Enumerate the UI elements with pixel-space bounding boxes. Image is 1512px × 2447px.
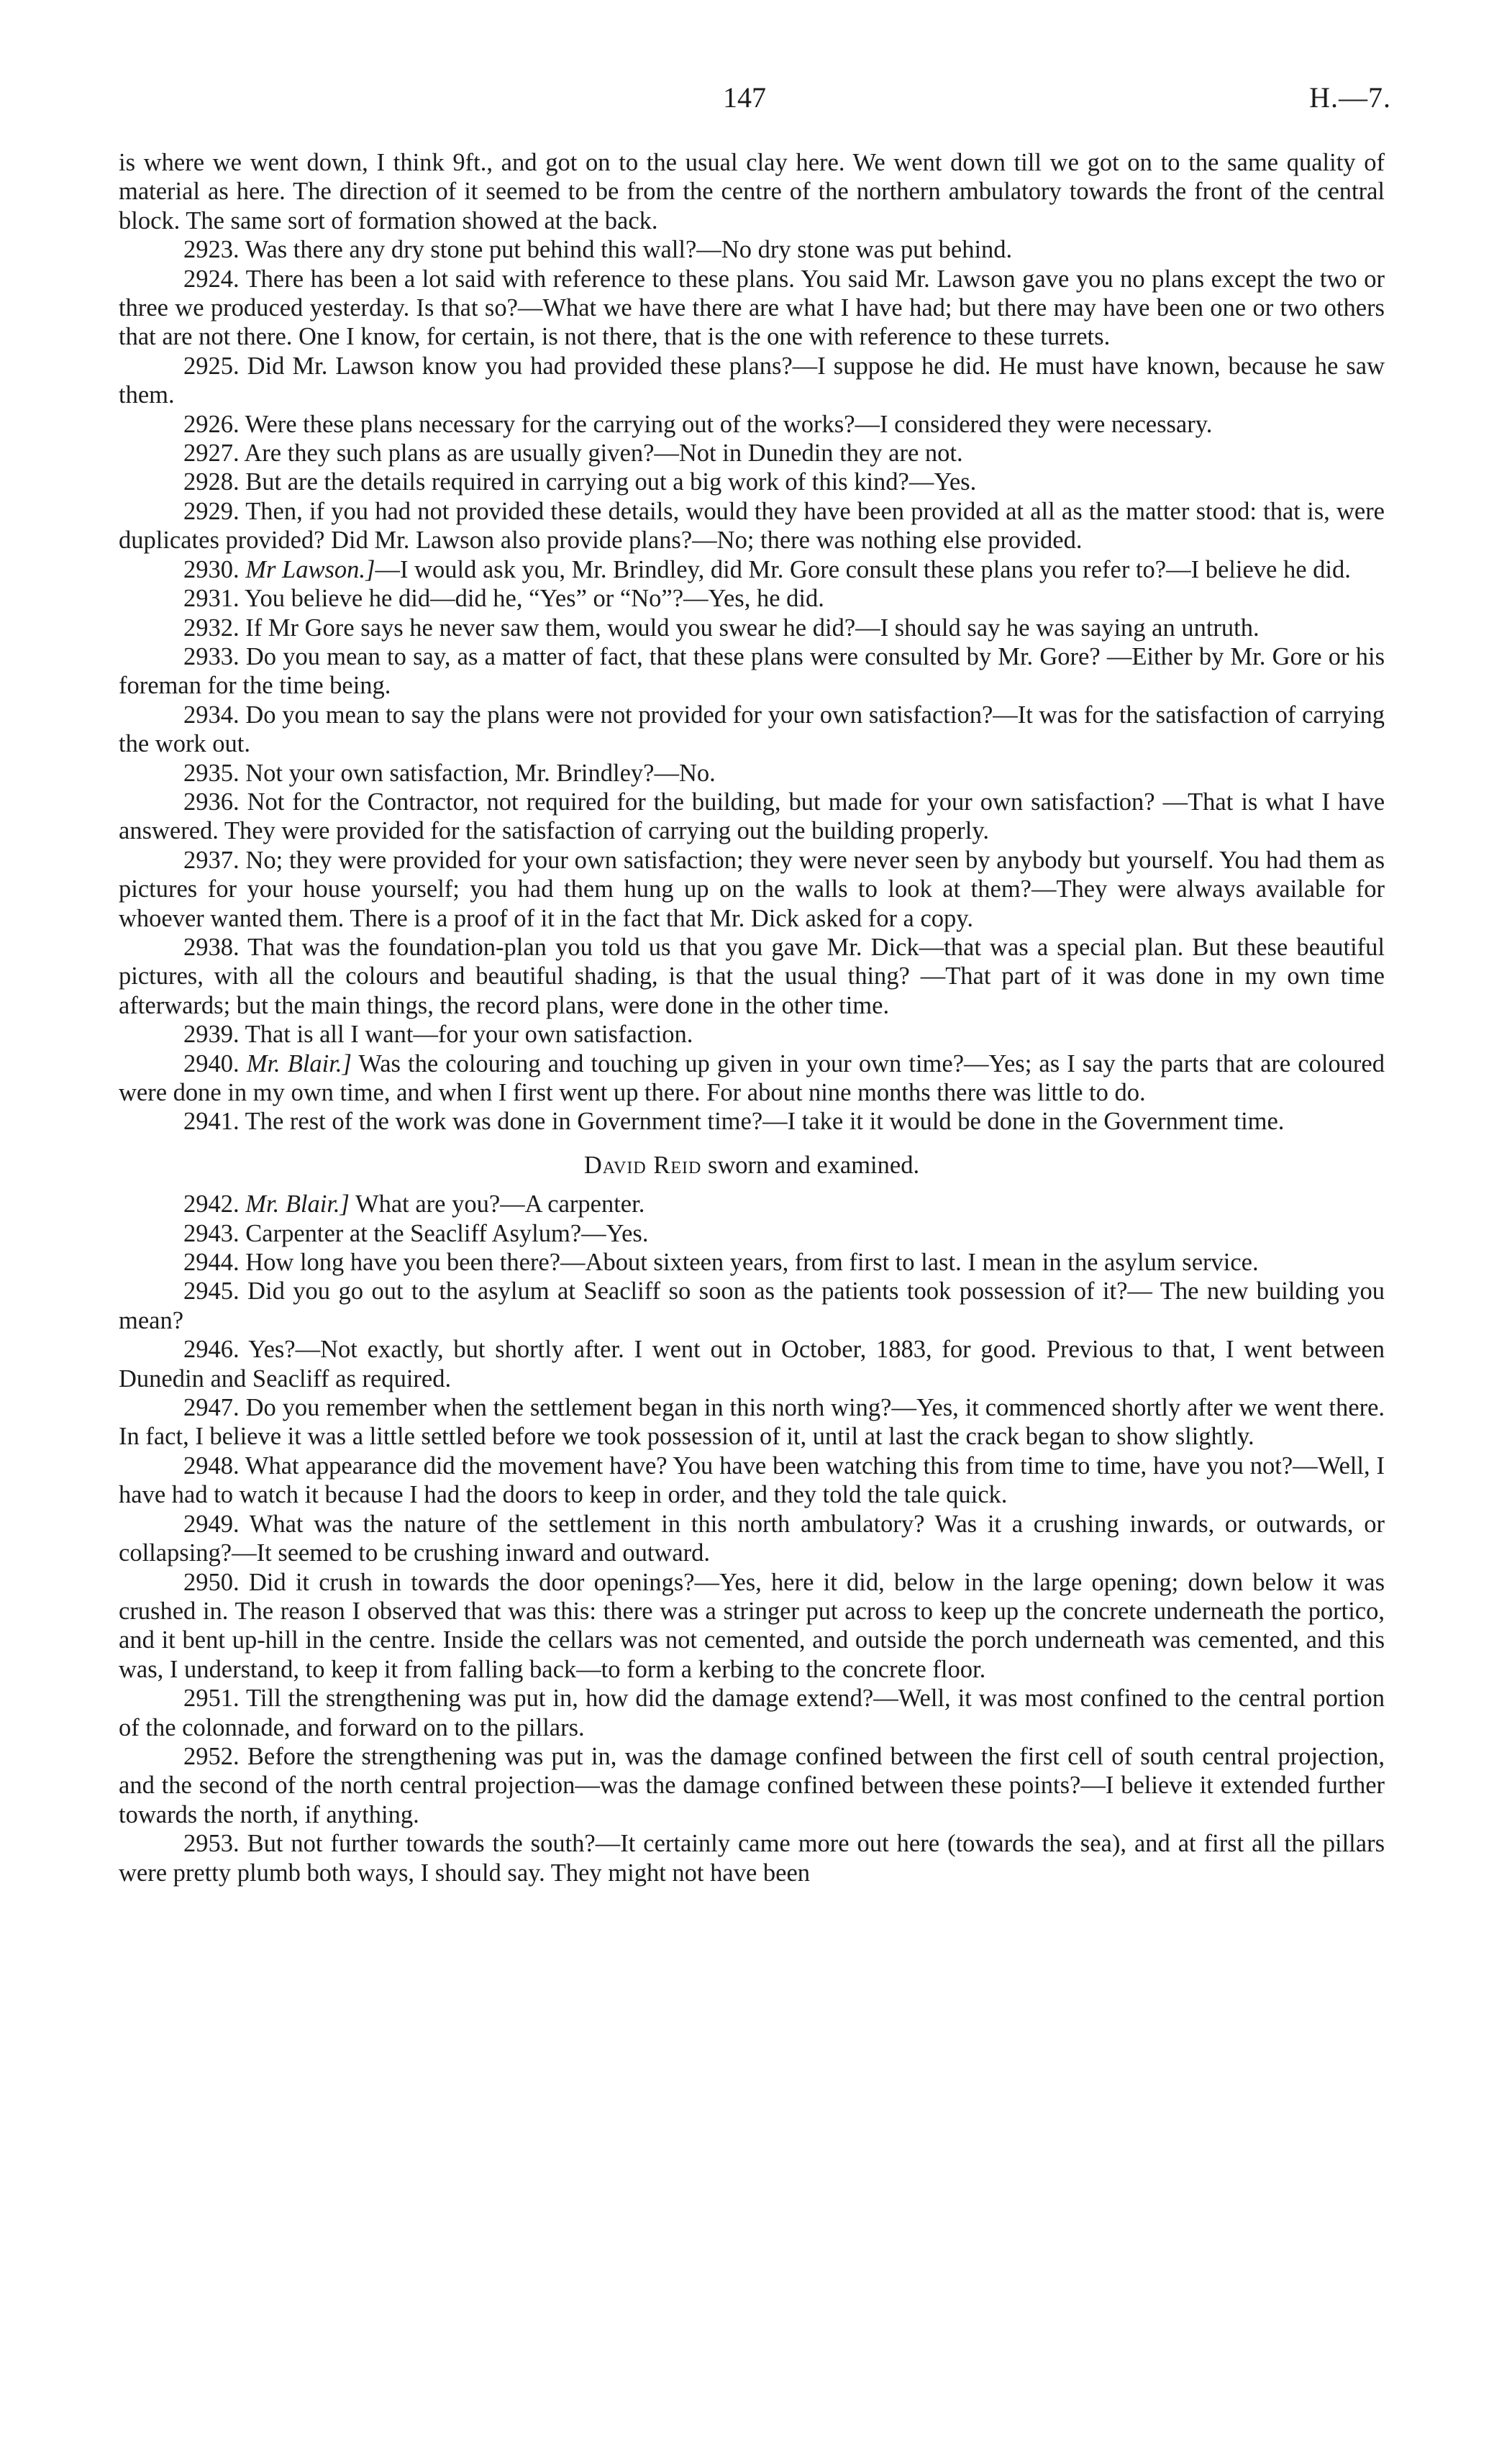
question-text: Do you mean to say the plans were not provided for your own satisfaction?—It was for the satisfaction of carrying the work out.: [119, 701, 1385, 758]
question-number: 2947.: [183, 1394, 240, 1422]
question-text: Before the strengthening was put in, was the damage confined between the first cell of south central projection, and the second of the north central projection—was the damage confined between these points?—I believe it extended further towards the north, if anything.: [119, 1742, 1385, 1828]
question-number: 2926.: [183, 410, 240, 438]
question-number: 2938.: [183, 933, 240, 961]
question-text: If Mr Gore says he never saw them, would you swear he did?—I should say he was saying an untruth.: [245, 614, 1260, 642]
question-paragraph: [119, 468, 1385, 496]
question-text: Not your own satisfaction, Mr. Brindley?—No.: [245, 759, 716, 787]
question-number: 2951.: [183, 1685, 240, 1713]
question-text: What was the nature of the settlement in this north ambulatory? Was it a crushing inwards, or outwards, or collapsing?—It seemed to be crushing inward and outward.: [119, 1510, 1385, 1567]
question-text: Not for the Contractor, not required for the building, but made for your own satisfaction? —That is what I have answered. They were provided for the satisfaction of carrying out the building properly.: [119, 788, 1385, 845]
question-paragraph: [119, 1107, 1385, 1136]
question-text: No; they were provided for your own satisfaction; they were never seen by anybody but yourself. You had them as pictures for your house yourself; you had them hung up on the walls to look at them?—They were always available for whoever wanted them. There is a proof of it in the fact that Mr. Dick asked for a copy.: [119, 846, 1385, 932]
question-number: 2943.: [183, 1219, 240, 1247]
question-number: 2932.: [183, 614, 240, 642]
question-paragraph: [119, 352, 1385, 410]
question-text: You believe he did—did he, “Yes” or “No”?—Yes, he did.: [244, 585, 824, 613]
witness-name: David Reid: [583, 1151, 702, 1179]
question-paragraph: [119, 846, 1385, 933]
question-text: The rest of the work was done in Government time?—I take it it would be done in the Government time.: [245, 1108, 1285, 1136]
question-number: 2946.: [183, 1336, 240, 1364]
question-number: 2935.: [183, 759, 240, 787]
speaker-name: Mr. Blair.]: [245, 1190, 350, 1218]
question-text: Was the colouring and touching up given in your own time?—Yes; as I say the parts that are coloured were done in my own time, and when I first went up there. For about nine months there was little to do.: [119, 1049, 1385, 1106]
question-paragraph: [119, 497, 1385, 555]
page-header: [0, 81, 1512, 124]
question-paragraph: [119, 1248, 1385, 1277]
question-text: Are they such plans as are usually given?—Not in Dunedin they are not.: [244, 439, 963, 468]
question-paragraph: [119, 265, 1385, 352]
question-number: 2953.: [183, 1830, 240, 1858]
question-paragraph: [119, 1020, 1385, 1049]
question-paragraph: [119, 555, 1385, 584]
question-number: 2941.: [183, 1108, 240, 1136]
witness-heading-rest: sworn and examined.: [707, 1151, 920, 1179]
question-number: 2945.: [183, 1277, 240, 1305]
question-paragraph: [119, 1190, 1385, 1218]
question-list-reid: [119, 1190, 1385, 1887]
question-number: 2929.: [183, 497, 240, 525]
continuation-paragraph: is where we went down, I think 9ft., and got on to the usual clay here. We went down till we got on to the same quality of material as here. The direction of it seemed to be from the centre of the northern ambulatory towards the front of the central block. The same sort of formation showed at the back.: [119, 149, 1385, 234]
question-number: 2924.: [183, 265, 240, 293]
question-text: That is all I want—for your own satisfaction.: [245, 1021, 693, 1049]
series-reference: H.—7.: [1309, 81, 1391, 114]
witness-heading: [119, 1151, 1385, 1180]
question-paragraph: [119, 584, 1385, 613]
question-text: But not further towards the south?—It certainly came more out here (towards the sea), and at first all the pillars were pretty plumb both ways, I should say. They might not have been: [119, 1830, 1385, 1887]
question-text: Did you go out to the asylum at Seacliff so soon as the patients took possession of it?— The new building you mean?: [119, 1277, 1385, 1334]
question-paragraph: [119, 1335, 1385, 1393]
question-text: How long have you been there?—About sixteen years, from first to last. I mean in the asylum service.: [245, 1249, 1259, 1277]
question-paragraph: [119, 788, 1385, 846]
question-number: 2942.: [183, 1190, 240, 1218]
question-paragraph: [119, 1393, 1385, 1452]
question-number: 2930.: [183, 555, 240, 583]
question-text: Did Mr. Lawson know you had provided these plans?—I suppose he did. He must have known, because he saw them.: [119, 352, 1385, 409]
question-paragraph: [119, 1219, 1385, 1248]
question-number: 2925.: [183, 352, 240, 380]
question-text: Did it crush in towards the door openings?—Yes, here it did, below in the large opening; down below it was crushed in. The reason I observed that was this: there was a stringer put across to keep up the concrete underneath the portico, and it bent up-hill in the centre. Inside the cellars was not cemented, and outside the porch underneath was cemented, and this was, I understand, to keep it from falling back—to form a kerbing to the concrete floor.: [119, 1568, 1385, 1683]
question-paragraph: [119, 1742, 1385, 1829]
question-paragraph: [119, 1829, 1385, 1887]
question-paragraph: [119, 759, 1385, 788]
speaker-name: Mr Lawson.]: [245, 555, 375, 583]
question-number: 2931.: [183, 585, 240, 613]
question-number: 2952.: [183, 1742, 240, 1770]
question-paragraph: [119, 1568, 1385, 1685]
question-paragraph: [119, 439, 1385, 468]
question-text: Then, if you had not provided these details, would they have been provided at all as the matter stood: that is, were duplicates provided? Did Mr. Lawson also provide plans?—No; there was nothing else provided.: [119, 497, 1385, 555]
speaker-name: Mr. Blair.]: [246, 1049, 352, 1077]
question-paragraph: [119, 701, 1385, 759]
question-text: But are the details required in carrying out a big work of this kind?—Yes.: [245, 468, 977, 496]
question-text: That was the foundation-plan you told us that you gave Mr. Dick—that was a special plan. But these beautiful pictures, with all the colours and beautiful shading, is that the usual thing? —That part of it was done in my own time afterwards; but the main things, the record plans, were done in the other time.: [119, 933, 1385, 1019]
question-text: There has been a lot said with reference to these plans. You said Mr. Lawson gave you no plans except the two or three we produced yesterday. Is that so?—What we have there are what I have had; but there may have been one or two others that are not there. One I know, for certain, is not there, that is the one with reference to these turrets.: [119, 265, 1385, 351]
question-paragraph: [119, 410, 1385, 439]
question-paragraph: [119, 933, 1385, 1020]
question-number: 2928.: [183, 468, 240, 496]
question-number: 2948.: [183, 1452, 240, 1480]
question-text: What appearance did the movement have? You have been watching this from time to time, have you not?—Well, I have had to watch it because I had the doors to keep in order, and they told the tale quick.: [119, 1452, 1385, 1509]
question-number: 2933.: [183, 642, 240, 670]
question-text: Was there any dry stone put behind this wall?—No dry stone was put behind.: [245, 236, 1013, 264]
question-text: Carpenter at the Seacliff Asylum?—Yes.: [245, 1219, 649, 1247]
question-number: 2944.: [183, 1249, 240, 1277]
question-number: 2934.: [183, 701, 240, 729]
question-text: Yes?—Not exactly, but shortly after. I went out in October, 1883, for good. Previous to that, I went between Dunedin and Seacliff as required.: [119, 1336, 1385, 1393]
question-paragraph: [119, 642, 1385, 701]
question-number: 2950.: [183, 1568, 240, 1596]
question-paragraph: [119, 1510, 1385, 1568]
question-number: 2939.: [183, 1021, 240, 1049]
question-number: 2940.: [183, 1049, 240, 1077]
question-text: Do you remember when the settlement began in this north wing?—Yes, it commenced shortly after we went there. In fact, I believe it was a little settled before we took possession of it, until at last the crack began to show slightly.: [119, 1394, 1385, 1451]
question-paragraph: [119, 1277, 1385, 1335]
question-paragraph: [119, 1684, 1385, 1742]
question-paragraph: [119, 1452, 1385, 1510]
question-text: Were these plans necessary for the carrying out of the works?—I considered they were necessary.: [245, 410, 1213, 438]
question-text: Till the strengthening was put in, how did the damage extend?—Well, it was most confined to the central portion of the colonnade, and forward on to the pillars.: [119, 1685, 1385, 1741]
question-number: 2927.: [183, 439, 240, 468]
question-paragraph: [119, 614, 1385, 642]
question-text: —I would ask you, Mr. Brindley, did Mr. Gore consult these plans you refer to?—I believe he did.: [375, 555, 1351, 583]
question-paragraph: [119, 1049, 1385, 1108]
body-text: [119, 148, 1385, 1887]
question-text: Do you mean to say, as a matter of fact, that these plans were consulted by Mr. Gore? —Either by Mr. Gore or his foreman for the time being.: [119, 642, 1385, 700]
question-number: 2923.: [183, 236, 240, 264]
question-number: 2937.: [183, 846, 240, 874]
question-number: 2936.: [183, 788, 240, 816]
question-text: What are you?—A carpenter.: [355, 1190, 645, 1218]
question-number: 2949.: [183, 1510, 240, 1538]
question-paragraph: [119, 235, 1385, 264]
page-number: 147: [723, 81, 766, 114]
question-list: [119, 235, 1385, 1136]
